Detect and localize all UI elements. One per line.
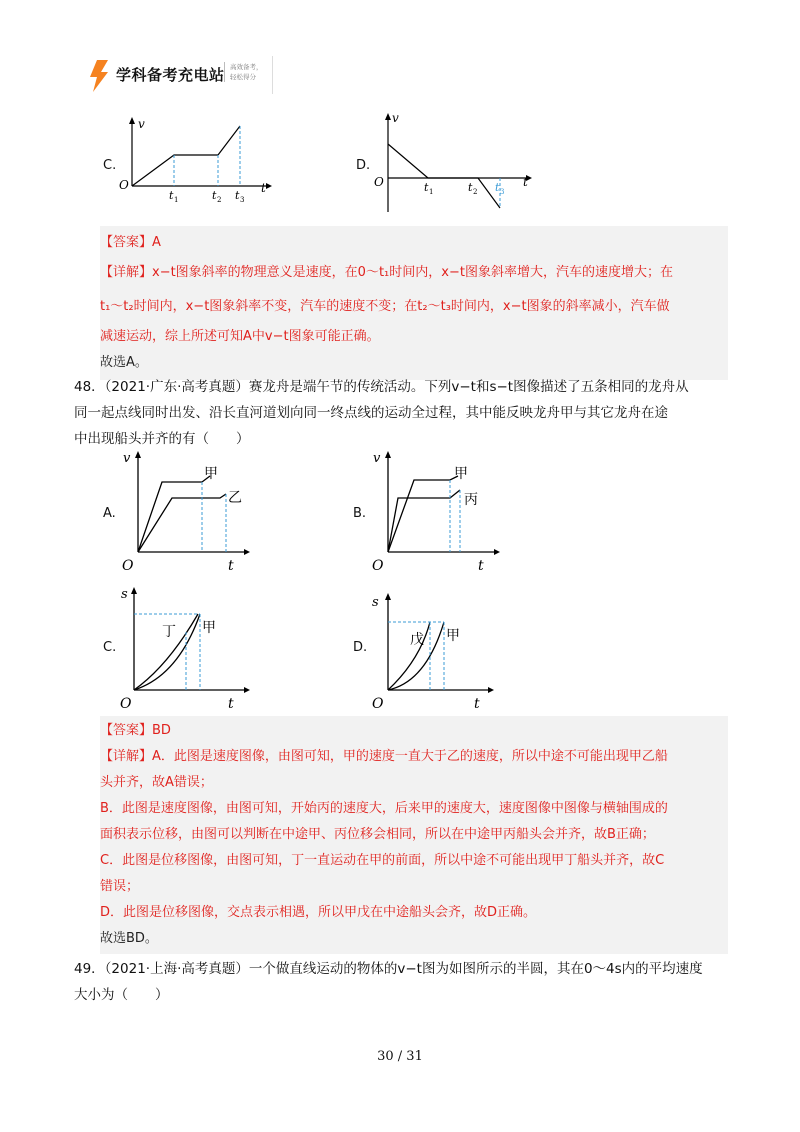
tick-t1: t [424,181,429,194]
axis-t: t [523,175,528,189]
q47-answer: 【答案】A [100,235,161,250]
q48-line-1: 48．（2021·广东·高考真题）赛龙舟是端午节的传统活动。下列v−t和s−t图像描述了五条相同的龙舟从 [74,379,689,395]
axis-v: v [123,451,131,466]
q48-explanation-3: B．此图是速度图像，由图可知，开始丙的速度大，后来甲的速度大，速度图像中图像与横轴围成的 [100,801,668,816]
axis-origin: O [122,558,134,574]
q48-explanation-6: 错误； [100,879,140,894]
slogan-line-1: 高效备考， [230,63,263,71]
q48-explanation-2: 头并齐，故A错误； [100,775,213,790]
tick-t2: t [468,181,473,194]
brand-name: 学科备考充电站 [116,66,225,84]
q49-line-2: 大小为（ ） [74,987,169,1003]
axis-v: v [392,111,399,125]
slogan-line-2: 轻松得分 [230,73,256,81]
q47-graph-c [116,112,276,212]
axis-v: v [373,451,381,466]
q48-line-2: 同一起点线同时出发、沿长直河道划向同一终点线的运动全过程，其中能反映龙舟甲与其它龙舟在途 [74,405,668,421]
q48-option-a: A. [103,506,116,521]
q48-answer: 【答案】BD [100,723,171,738]
page-number: 30 / 31 [377,1049,423,1064]
q48-conclusion: 故选BD。 [100,931,158,946]
tick-t1: t [169,189,174,202]
tick-t3: t [495,181,500,194]
label-ding: 丁 [162,624,176,640]
label-jia: 甲 [446,628,460,644]
q48-explanation-5: C．此图是位移图像，由图可知，丁一直运动在甲的前面，所以中途不可能出现甲丁船头并齐，故C [100,853,665,868]
axis-s: s [372,595,379,610]
q49-question [74,956,734,1008]
q48-question [74,374,734,452]
header-logo [88,58,274,94]
q48-graph-d [368,586,508,714]
axis-origin: O [120,696,132,712]
axis-origin: O [372,558,384,574]
axis-s: s [121,587,128,602]
tick-t2-sub: 2 [473,188,478,196]
axis-origin: O [119,178,129,192]
label-yi: 乙 [228,490,242,506]
axis-t: t [261,181,266,195]
tick-t3: t [235,189,240,202]
label-bing: 丙 [464,492,478,508]
label-wu: 戊 [410,632,424,648]
axis-origin: O [372,696,384,712]
axis-t: t [478,558,484,574]
brand-slogan [224,62,263,82]
header-divider [272,56,273,94]
q47-explanation-3: 减速运动，综上所述可知A中v−t图象可能正确。 [100,329,380,344]
tick-t3-sub: 3 [500,188,505,196]
q47-option-d: D. [356,158,371,173]
tick-t1-sub: 1 [174,196,179,204]
q47-option-c: C. [103,158,117,173]
tick-t3-sub: 3 [240,196,245,204]
q47-conclusion: 故选A。 [100,355,148,370]
q48-answer-box [100,716,728,954]
q48-graph-c [118,580,258,712]
tick-t2: t [212,189,217,202]
q47-explanation-2: t₁～t₂时间内，x−t图象斜率不变，汽车的速度不变；在t₂～t₃时间内，x−t图象的斜率减小，汽车做 [100,299,670,314]
axis-v: v [138,117,145,131]
tick-t2-sub: 2 [217,196,222,204]
axis-t: t [228,558,234,574]
q48-line-3: 中出现船头并齐的有（ ） [74,431,250,447]
q47-answer-box [100,226,728,380]
axis-origin: O [374,175,384,189]
axis-t: t [228,696,234,712]
label-jia: 甲 [454,466,468,482]
axis-t: t [474,696,480,712]
q48-option-b: B. [353,506,367,521]
q48-option-c: C. [103,640,117,655]
q49-line-1: 49．（2021·上海·高考真题）一个做直线运动的物体的v−t图为如图所示的半圆，其在0～4s内的平均速度 [74,961,703,977]
q47-explanation-1: 【详解】x−t图象斜率的物理意义是速度，在0～t₁时间内，x−t图象斜率增大，汽车的速度增大；在 [100,265,673,280]
q48-explanation-1: 【详解】A．此图是速度图像，由图可知，甲的速度一直大于乙的速度，所以中途不可能出现甲乙船 [100,749,668,764]
lightning-icon [88,60,110,92]
q48-explanation-4: 面积表示位移，由图可以判断在中途甲、丙位移会相同，所以在中途甲丙船头会并齐，故B正确； [100,827,655,842]
q48-explanation-7: D．此图是位移图像，交点表示相遇，所以甲戊在中途船头会齐，故D正确。 [100,905,537,920]
tick-t1-sub: 1 [429,188,434,196]
label-jia: 甲 [204,466,218,482]
q47-graph-d [368,108,538,216]
q48-option-d: D. [353,640,368,655]
q48-graph-b [368,446,508,576]
q48-graph-a [118,446,258,576]
label-jia: 甲 [202,620,216,636]
